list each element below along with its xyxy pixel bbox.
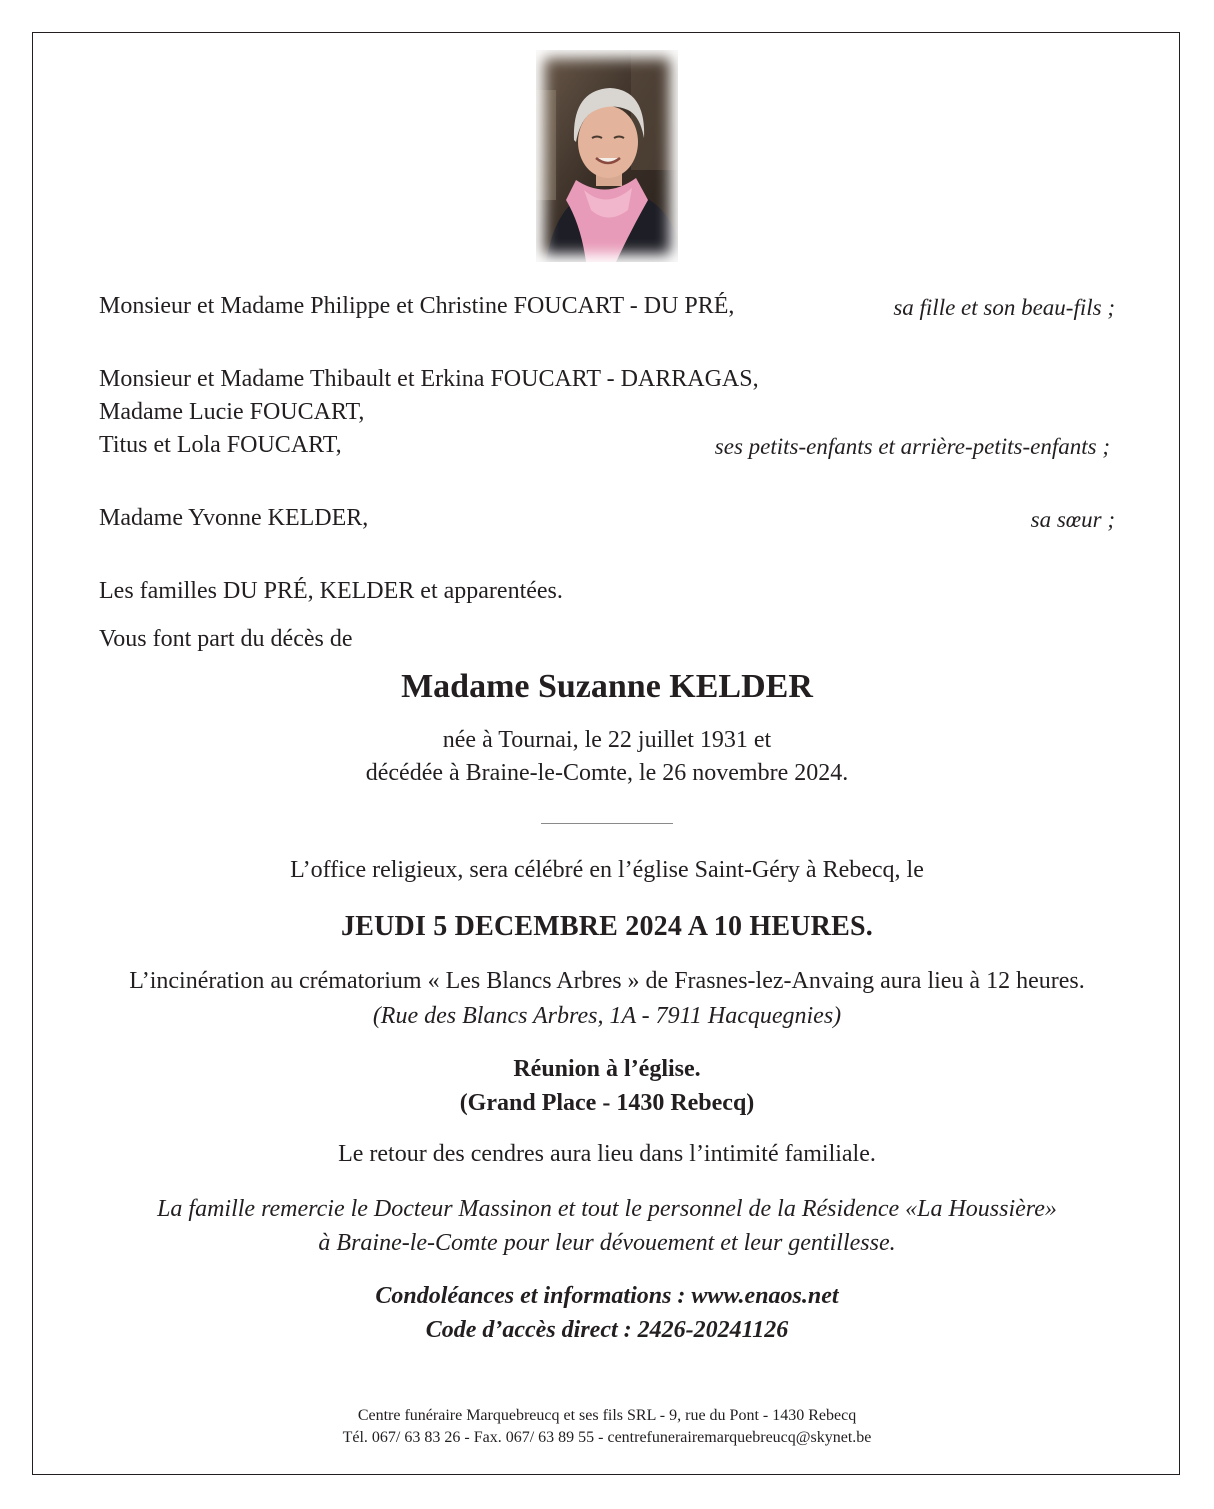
service-intro: L’office religieux, sera célébré en l’église Saint-Géry à Rebecq, le bbox=[290, 857, 924, 883]
death-line: décédée à Braine-le-Comte, le 26 novembre 2024. bbox=[365, 760, 849, 786]
relation-grandchildren: ses petits-enfants et arrière-petits-enfants ; bbox=[714, 434, 1110, 459]
relation-daughter: sa fille et son beau-fils ; bbox=[893, 295, 1115, 320]
ashes-text: Le retour des cendres aura lieu dans l’intimité familiale. bbox=[338, 1141, 876, 1167]
divider bbox=[541, 823, 673, 824]
family-line-grandchildren-3: Titus et Lola FOUCART, bbox=[99, 432, 342, 458]
cremation-address: (Rue des Blancs Arbres, 1A - 7911 Hacquegnies) bbox=[372, 1003, 842, 1029]
family-line-sister: Madame Yvonne KELDER, bbox=[99, 505, 369, 531]
service-datetime: JEUDI 5 DECEMBRE 2024 A 10 HEURES. bbox=[341, 911, 873, 942]
meeting-address: (Grand Place - 1430 Rebecq) bbox=[459, 1090, 755, 1116]
condolences-line-2: Code d’accès direct : 2426-20241126 bbox=[425, 1317, 789, 1343]
footer-line-1: Centre funéraire Marquebreucq et ses fils SRL - 9, rue du Pont - 1430 Rebecq bbox=[357, 1407, 857, 1424]
family-line-grandchildren-1: Monsieur et Madame Thibault et Erkina FOUCART - DARRAGAS, bbox=[99, 366, 759, 392]
thanks-line-1: La famille remercie le Docteur Massinon et tout le personnel de la Résidence «La Houssière» bbox=[157, 1196, 1057, 1222]
cremation-text: L’incinération au crématorium « Les Blancs Arbres » de Frasnes-lez-Anvaing aura lieu à 12 heures. bbox=[129, 968, 1085, 994]
family-line-daughter: Monsieur et Madame Philippe et Christine FOUCART - DU PRÉ, bbox=[99, 293, 735, 319]
family-line-grandchildren-2: Madame Lucie FOUCART, bbox=[99, 399, 365, 425]
family-line-families: Les familles DU PRÉ, KELDER et apparentées. bbox=[99, 578, 563, 604]
announce-text: Vous font part du décès de bbox=[99, 626, 353, 652]
deceased-name: Madame Suzanne KELDER bbox=[401, 668, 813, 705]
relation-sister: sa sœur ; bbox=[1030, 507, 1115, 532]
portrait-photo bbox=[536, 50, 678, 262]
thanks-line-2: à Braine-le-Comte pour leur dévouement et leur gentillesse. bbox=[318, 1230, 896, 1256]
condolences-line-1: Condoléances et informations : www.enaos.net bbox=[375, 1283, 839, 1309]
meeting-text: Réunion à l’église. bbox=[513, 1056, 701, 1082]
footer-line-2: Tél. 067/ 63 83 26 - Fax. 067/ 63 89 55 - centrefunerairemarquebreucq@skynet.be bbox=[342, 1429, 872, 1446]
birth-line: née à Tournai, le 22 juillet 1931 et bbox=[442, 727, 772, 753]
